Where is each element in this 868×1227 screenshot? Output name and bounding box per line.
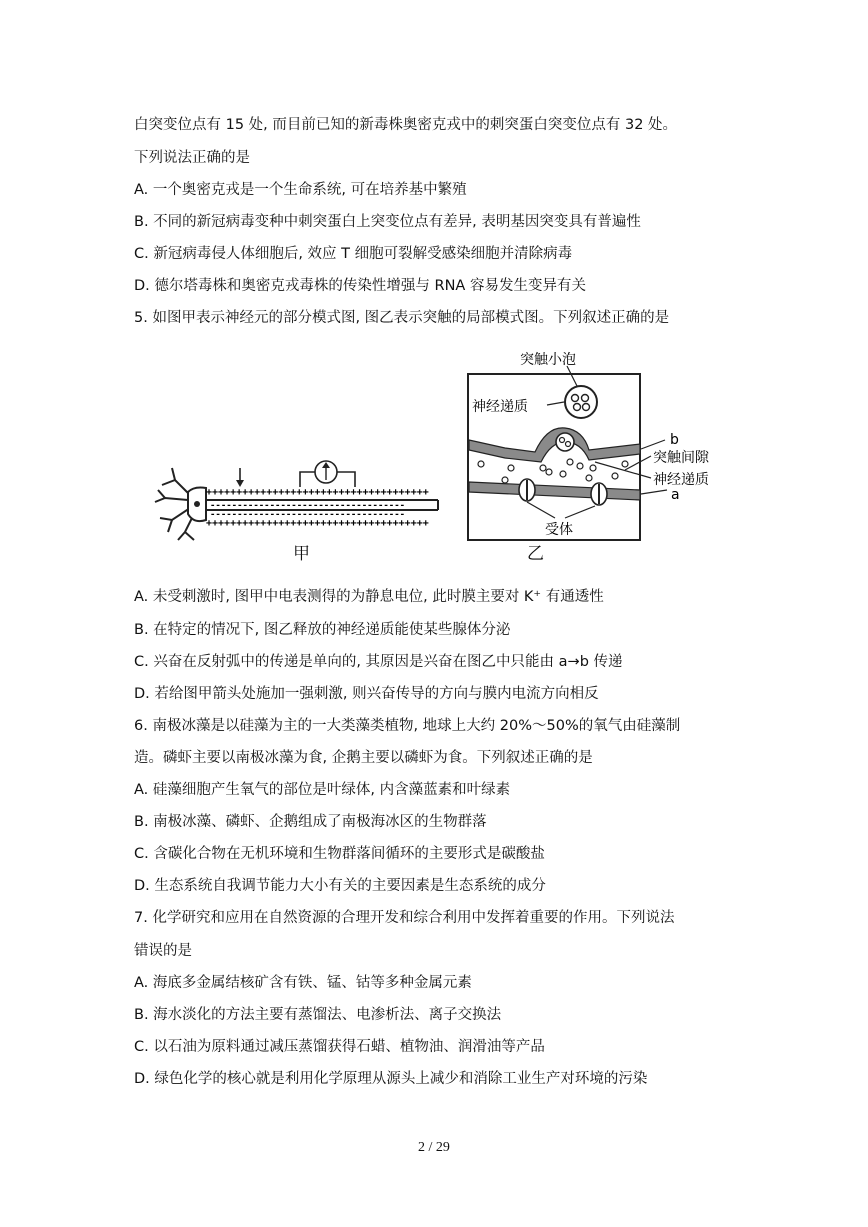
option-c: C. 含碳化合物在无机环境和生物群落间循环的主要形式是碳酸盐 — [134, 846, 545, 862]
outer-charges-bottom: +++++++++++++++++++++++++++++++++++++ — [206, 518, 429, 529]
label-neurotransmitter-top: 神经递质 — [472, 399, 528, 415]
figure-yi-caption: 乙 — [527, 544, 544, 564]
question-text-line: 白突变位点有 15 处, 而目前已知的新毒株奥密克戎中的刺突蛋白突变位点有 32 处。 — [134, 117, 678, 133]
label-a: a — [671, 487, 680, 503]
synaptic-vesicle-icon — [565, 386, 597, 418]
option-d: D. 生态系统自我调节能力大小有关的主要因素是生态系统的成分 — [134, 878, 546, 894]
option-b: B. 海水淡化的方法主要有蒸馏法、电渗析法、离子交换法 — [134, 1007, 502, 1023]
galvanometer-icon — [300, 461, 355, 487]
page-number: 2 / 29 — [418, 1140, 450, 1155]
outer-charges: +++++++++++++++++++++++++++++++++++++ — [206, 487, 429, 498]
option-c: C. 以石油为原料通过减压蒸馏获得石蜡、植物油、润滑油等产品 — [134, 1039, 545, 1055]
option-a: A. 一个奥密克戎是一个生命系统, 可在培养基中繁殖 — [134, 182, 467, 198]
option-d: D. 若给图甲箭头处施加一强刺激, 则兴奋传导的方向与膜内电流方向相反 — [134, 686, 599, 702]
label-synaptic-vesicle: 突触小泡 — [520, 352, 576, 368]
option-d: D. 德尔塔毒株和奥密克戎毒株的传染性增强与 RNA 容易发生变异有关 — [134, 278, 586, 294]
option-c: C. 新冠病毒侵人体细胞后, 效应 T 细胞可裂解受感染细胞并清除病毒 — [134, 246, 573, 262]
option-b: B. 不同的新冠病毒变种中刺突蛋白上突变位点有差异, 表明基因突变具有普遍性 — [134, 214, 641, 230]
option-b: B. 在特定的情况下, 图乙释放的神经递质能使某些腺体分泌 — [134, 622, 511, 638]
inner-charges-bottom: ------------------------------------ — [210, 510, 406, 520]
question-6-stem: 6. 南极冰藻是以硅藻为主的一大类藻类植物, 地球上大约 20%～50%的氧气由硅藻制 — [134, 718, 681, 734]
option-a: A. 未受刺激时, 图甲中电表测得的为静息电位, 此时膜主要对 K⁺ 有通透性 — [134, 589, 604, 605]
question-text-line: 下列说法正确的是 — [134, 150, 250, 166]
question-7-stem: 7. 化学研究和应用在自然资源的合理开发和综合利用中发挥着重要的作用。下列说法 — [134, 910, 675, 926]
option-a: A. 硅藻细胞产生氧气的部位是叶绿体, 内含藻蓝素和叶绿素 — [134, 782, 511, 798]
figure-synapse — [465, 344, 735, 544]
figure-jia-caption: 甲 — [293, 544, 310, 564]
label-neurotransmitter-right: 神经递质 — [653, 472, 709, 488]
option-b: B. 南极冰藻、磷虾、企鹅组成了南极海冰区的生物群落 — [134, 814, 487, 830]
option-d: D. 绿色化学的核心就是利用化学原理从源头上减少和消除工业生产对环境的污染 — [134, 1071, 648, 1087]
inner-charges-top: ------------------------------------ — [210, 501, 406, 511]
option-a: A. 海底多金属结核矿含有铁、锰、钴等多种金属元素 — [134, 975, 472, 991]
question-5-stem: 5. 如图甲表示神经元的部分模式图, 图乙表示突触的局部模式图。下列叙述正确的是 — [134, 310, 670, 326]
question-6-stem-cont: 造。磷虾主要以南极冰藻为食, 企鹅主要以磷虾为食。下列叙述正确的是 — [134, 750, 593, 766]
question-7-stem-cont: 错误的是 — [134, 943, 192, 959]
label-synaptic-cleft: 突触间隙 — [653, 450, 709, 466]
label-b: b — [670, 432, 679, 448]
stimulus-arrow-icon — [236, 468, 244, 487]
label-receptor: 受体 — [545, 522, 573, 538]
option-c: C. 兴奋在反射弧中的传递是单向的, 其原因是兴奋在图乙中只能由 a→b 传递 — [134, 654, 623, 670]
